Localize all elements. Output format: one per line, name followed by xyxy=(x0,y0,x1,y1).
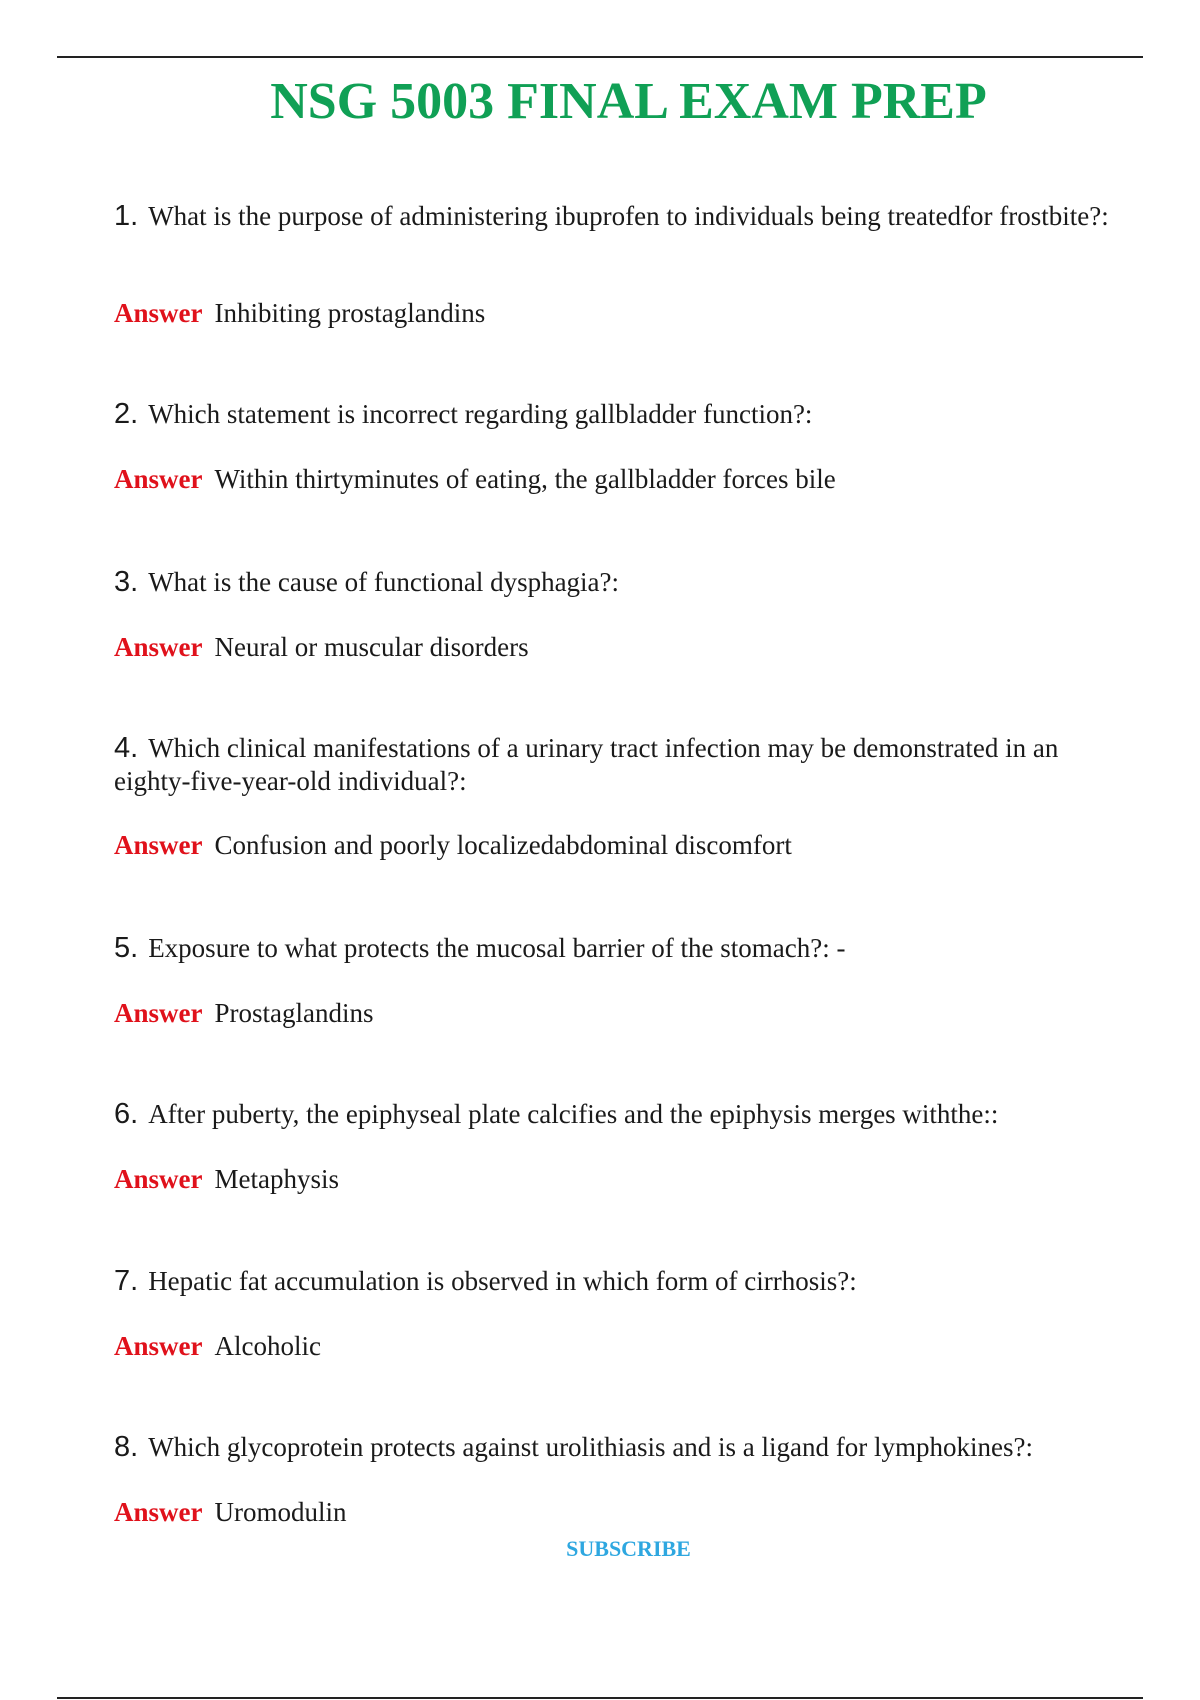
question-3 xyxy=(114,566,1114,599)
answer-text: Confusion and poorly localizedabdominal discomfort xyxy=(214,830,792,860)
answer-text: Prostaglandins xyxy=(214,998,374,1028)
answer-text: Metaphysis xyxy=(214,1164,339,1194)
answer-label: Answer xyxy=(114,1164,203,1194)
answer-label: Answer xyxy=(114,632,203,662)
answer-label: Answer xyxy=(114,464,203,494)
question-number: 1. xyxy=(114,200,139,232)
answer-label: Answer xyxy=(114,830,203,860)
question-text: What is the purpose of administering ibuprofen to individuals being treatedfor frostbite?: xyxy=(148,201,1109,231)
question-text: Which statement is incorrect regarding gallbladder function?: xyxy=(148,399,813,429)
answer-2 xyxy=(114,463,836,496)
question-2 xyxy=(114,398,1114,431)
answer-text: Inhibiting prostaglandins xyxy=(214,298,486,328)
qa-item-6 xyxy=(114,1098,1114,1194)
answer-label: Answer xyxy=(114,998,203,1028)
question-number: 8. xyxy=(114,1431,139,1463)
answer-3 xyxy=(114,631,529,664)
answer-text: Within thirtyminutes of eating, the gallbladder forces bile xyxy=(214,464,836,494)
question-number: 4. xyxy=(114,732,139,764)
question-text: What is the cause of functional dysphagia?: xyxy=(148,567,620,597)
question-number: 6. xyxy=(114,1098,139,1130)
question-number: 5. xyxy=(114,932,139,964)
question-number: 3. xyxy=(114,566,139,598)
question-text: Which glycoprotein protects against urolithiasis and is a ligand for lymphokines?: xyxy=(148,1432,1033,1462)
subscribe-link[interactable]: SUBSCRIBE xyxy=(566,1536,691,1561)
top-rule xyxy=(57,56,1143,58)
question-text: After puberty, the epiphyseal plate calcifies and the epiphysis merges withthe:: xyxy=(148,1099,999,1129)
page-title: NSG 5003 FINAL EXAM PREP xyxy=(270,73,987,130)
answer-label: Answer xyxy=(114,298,203,328)
question-1 xyxy=(114,200,1114,233)
answer-8 xyxy=(114,1496,347,1529)
question-text: Which clinical manifestations of a urinary tract infection may be demonstrated in an eighty-five-year-old individual?: xyxy=(114,733,1059,796)
question-8 xyxy=(114,1431,1114,1464)
question-7 xyxy=(114,1265,1114,1298)
question-5 xyxy=(114,932,1114,965)
answer-label: Answer xyxy=(114,1331,203,1361)
answer-1 xyxy=(114,297,485,330)
answer-label: Answer xyxy=(114,1497,203,1527)
qa-item-3 xyxy=(114,566,1114,662)
answer-text: Neural or muscular disorders xyxy=(214,632,529,662)
qa-item-5 xyxy=(114,932,1114,1028)
question-6 xyxy=(114,1098,1114,1131)
qa-item-7 xyxy=(114,1265,1114,1361)
qa-item-4 xyxy=(114,732,1114,860)
answer-text: Uromodulin xyxy=(214,1497,347,1527)
question-4 xyxy=(114,732,1114,798)
qa-item-1 xyxy=(114,200,1114,328)
question-number: 2. xyxy=(114,398,139,430)
answer-6 xyxy=(114,1163,339,1196)
answer-4 xyxy=(114,829,792,862)
qa-item-2 xyxy=(114,398,1114,494)
question-text: Hepatic fat accumulation is observed in which form of cirrhosis?: xyxy=(148,1266,857,1296)
bottom-rule xyxy=(57,1697,1143,1699)
question-number: 7. xyxy=(114,1265,139,1297)
answer-7 xyxy=(114,1330,321,1363)
answer-text: Alcoholic xyxy=(214,1331,321,1361)
question-text: Exposure to what protects the mucosal barrier of the stomach?: - xyxy=(148,933,846,963)
qa-item-8 xyxy=(114,1431,1114,1527)
answer-5 xyxy=(114,997,374,1030)
